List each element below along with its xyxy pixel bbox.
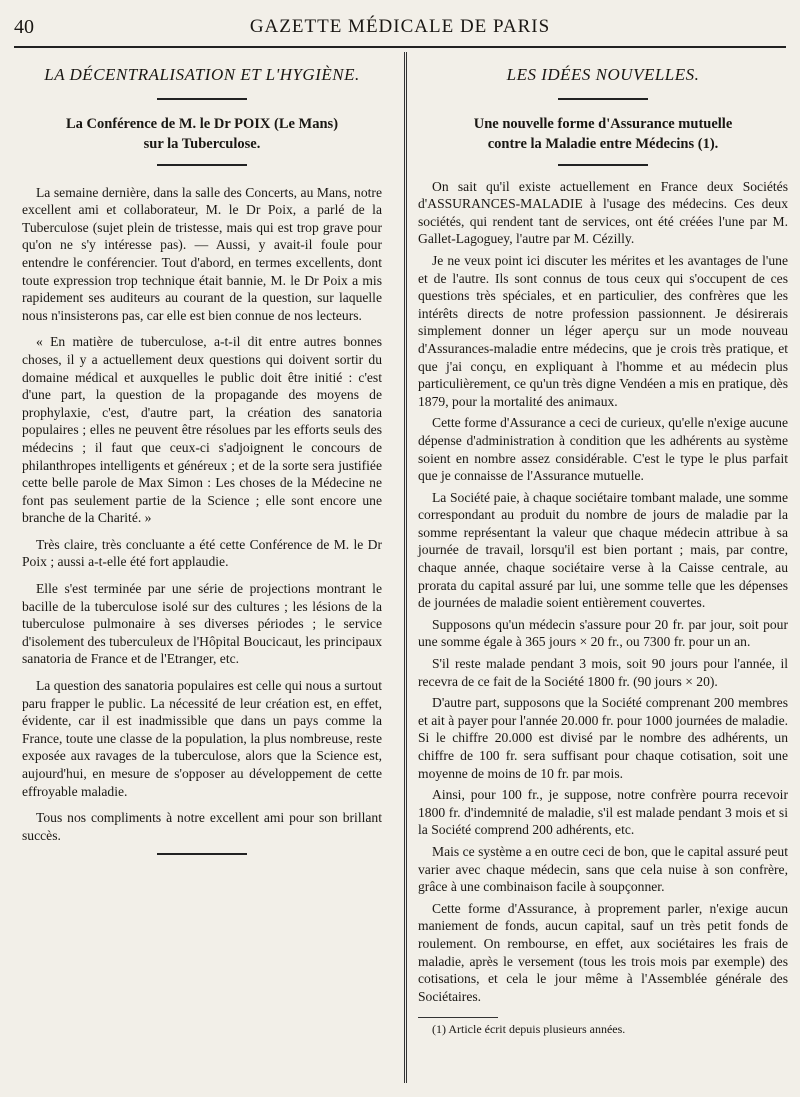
right-paragraph: D'autre part, supposons que la Société comprenant 200 membres et ait à payer pour l'année 20.000 fr. pour 1000 journées de maladie. Si le chiffre 20.000 est divisé par le nombre des adhérents, un chiffre de 100 fr. sera suffisant pour chaque cotisation, soit une moyenne de moins de 10 fr. par mois. — [418, 695, 788, 781]
left-column — [22, 56, 382, 869]
left-title-rule — [157, 164, 247, 166]
left-paragraph: Très claire, très concluante a été cette Conférence de M. le Dr Poix ; aussi a-t-elle été fort applaudie. — [22, 536, 382, 570]
column-divider — [404, 52, 409, 1083]
right-paragraph: Supposons qu'un médecin s'assure pour 20 fr. par jour, soit pour une somme égale à 365 jours × 20 fr., ou 7300 fr. pour un an. — [418, 616, 788, 650]
left-paragraph: La question des sanatoria populaires est celle qui nous a surtout paru frapper le public. La nécessité de leur création est, en effet, évidente, car il est inadmissible que dans un pays comme la France, toute une classe de la population, la plus nombreuse, reste exposée aux ravages de la tuberculose, alors que la Science est, aujourd'hui, en mesure de s'opposer au développement de cette effroyable maladie. — [22, 678, 382, 799]
page-header — [14, 14, 786, 44]
right-title-rule — [558, 164, 648, 166]
page-number: 40 — [14, 16, 34, 38]
left-title-line2: sur la Tuberculose. — [143, 135, 261, 152]
right-paragraph: Je ne veux point ici discuter les mérites et les avantages de l'une et de l'autre. Ils sont connus de tous ceux qui s'occupent de ces questions très spéciales, et en particulier, des confrères que les intérêts directs de notre profession passionnent. Je désirerais simplement donner un léger aperçu sur un mode nouveau d'Assurances-maladie entre médecins, que je crois très pratique, et que j'ai conçu, en expliquant à l'homme et au médecin plus particulièrement, ce qu'un très digne Vendéen a mis en pratique, dès 1879, pour la mortalité des animaux. — [418, 252, 788, 409]
right-column — [418, 56, 788, 1037]
right-section-title: LES IDÉES NOUVELLES. — [506, 65, 700, 84]
right-paragraph: Cette forme d'Assurance a ceci de curieux, qu'elle n'exige aucune dépense d'administration à condition que les adhérents au système soient en nombre assez considérable. C'est le type le plus parfait que je connaisse de l'Assurance mutuelle. — [418, 415, 788, 484]
journal-title: GAZETTE MÉDICALE DE PARIS — [249, 16, 551, 37]
right-title-line2: contre la Maladie entre Médecins (1). — [487, 135, 719, 152]
left-paragraph: Elle s'est terminée par une série de projections montrant le bacille de la tuberculose isolé sur des cultures ; les lésions de la tuberculose pulmonaire à ses diverses périodes ; le service d'isolement des tuberculeux de l'Hôpital Boucicaut, les principaux sanatoria de France et de l'Etranger, etc. — [22, 581, 382, 667]
left-article-title — [22, 114, 382, 154]
left-title-line1: La Conférence de M. le Dr POIX (Le Mans) — [65, 115, 339, 132]
left-section-title: LA DÉCENTRALISATION ET L'HYGIÈNE. — [44, 65, 360, 84]
left-section-rule — [157, 98, 247, 100]
right-paragraph: La Société paie, à chaque sociétaire tombant malade, une somme correspondant au produit du nombre de jours de maladie par la somme représentant la valeur que chaque médecin attribue à sa journée de travail, lorsqu'il est bien portant ; mais, par contre, chaque année, chaque sociétaire verse à la Caisse centrale, au prorata du capital assuré par lui, une somme telle que les dépenses de journées de maladie soient entièrement couvertes. — [418, 489, 788, 611]
right-paragraph: Cette forme d'Assurance, à proprement parler, n'exige aucun maniement de fonds, aucun capital, sauf un très petit fonds de roulement. On rembourse, en effet, aux sociétaires les frais de maladie, après le versement (tous les trois mois par exemple) des cotisations, et cela le jour même à l'Assemblée générale des Sociétaires. — [418, 900, 788, 1004]
left-paragraph: La semaine dernière, dans la salle des Concerts, au Mans, notre excellent ami et collaborateur, M. le Dr Poix, a parlé de la Tuberculose (sujet plein de tristesse, mais qui est trop grave pour qu'on ne s'y intéresse pas). — Aussi, y avait-il foule pour entendre le conférencier. Tout d'abord, en termes excellents, dont toute expression trop technique était bannie, M. le Dr Poix a mis rapidement ses auditeurs au courant de la question, sur laquelle nous n'insisterons pas, car elle est bien connue de nos lecteurs. — [22, 184, 382, 323]
right-paragraph: On sait qu'il existe actuellement en France deux Sociétés d'ASSURANCES-MALADIE à l'usage des médecins. Ces deux sociétés, qui rendent tant de services, ont été créées l'une par M. Gallet-Lagoguey, l'autre par M. Cézilly. — [418, 178, 788, 247]
footnote-rule — [418, 1017, 498, 1018]
left-end-rule — [157, 853, 247, 855]
footnote: (1) Article écrit depuis plusieurs années. — [432, 1022, 626, 1037]
right-paragraph: Ainsi, pour 100 fr., je suppose, notre confrère pourra recevoir 1800 fr. d'indemnité de maladie, s'il est malade pendant 3 mois et si la Société comprend 200 adhérents, etc. — [418, 787, 788, 838]
right-paragraph: S'il reste malade pendant 3 mois, soit 90 jours pour l'année, il recevra de ce fait de la Société 1800 fr. (90 jours × 20). — [418, 656, 788, 689]
right-paragraph: Mais ce système a en outre ceci de bon, que le capital assuré peut varier avec chaque médecin, sans que cela nuise à son confrère, grâce à une combinaison facile à soupçonner. — [418, 843, 788, 895]
left-paragraph: « En matière de tuberculose, a-t-il dit entre autres bonnes choses, il y a actuellement deux questions qui doivent sortir du domaine médical et auxquelles le public doit être initié : c'est d'une part, la question de la propagande des moyens de prophylaxie, c'est, d'autre part, la création des sanatoria populaires ; elles ne peuvent être résolues par les efforts seuls des médecins ; il faut que ceux-ci s'adjoignent le concours de philanthropes intelligents et généreux ; et de la sorte sera justifiée cette belle parole de Max Simon : Les choses de la Médecine ne font pas seulement partie de la Science ; elle sont encore une branche de la Charité. » — [22, 334, 382, 526]
right-section-rule — [558, 98, 648, 100]
left-paragraph: Tous nos compliments à notre excellent ami pour son brillant succès. — [22, 810, 382, 843]
right-title-line1: Une nouvelle forme d'Assurance mutuelle — [473, 115, 733, 132]
header-rule — [14, 46, 786, 48]
right-article-title — [418, 114, 788, 154]
